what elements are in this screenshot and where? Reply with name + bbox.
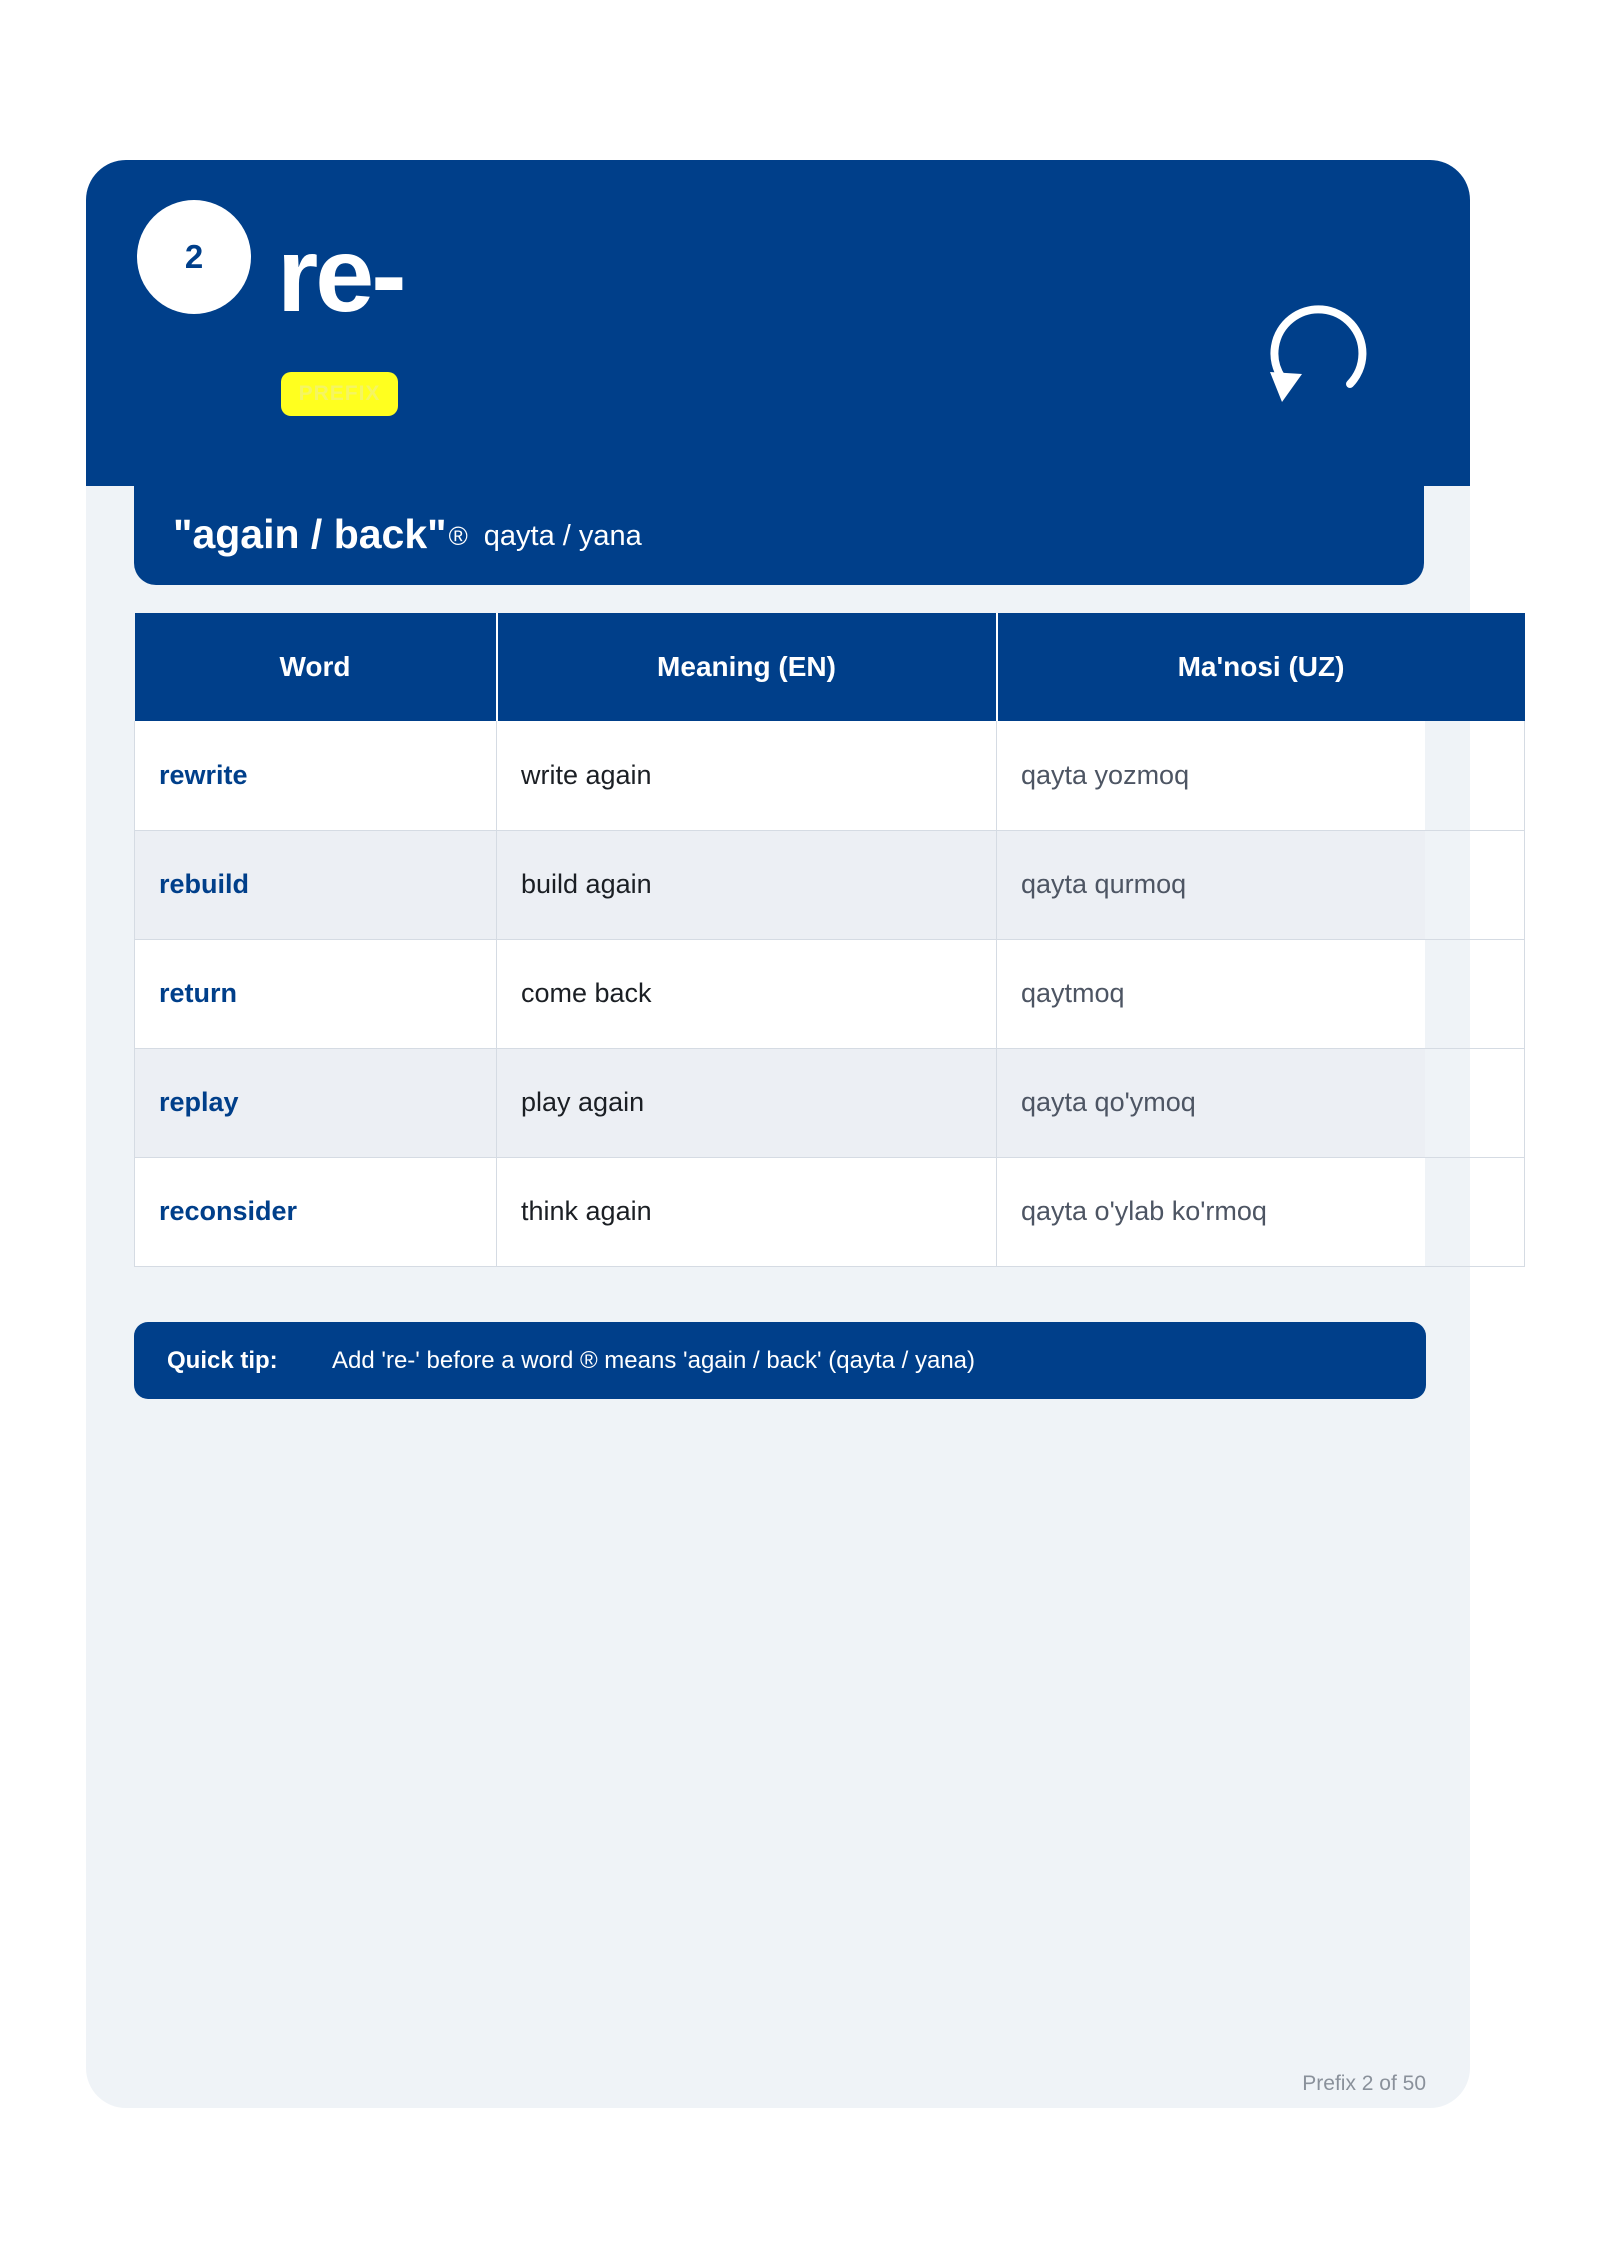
column-header-meaning-en: Meaning (EN) (497, 613, 997, 721)
table-row (135, 1048, 1525, 1157)
word-cell: reconsider (135, 1157, 497, 1266)
table-header-row (135, 613, 1525, 721)
meaning-uz-text: qayta o'ylab ko'rmoq (1021, 1196, 1267, 1226)
meaning-en-cell: write again (497, 721, 997, 830)
column-header-meaning-uz: Ma'nosi (UZ) (997, 613, 1525, 721)
word-cell: return (135, 939, 497, 1048)
quick-tip-bar (134, 1322, 1426, 1399)
prefix-number-badge: 2 (137, 200, 251, 314)
column-header-word: Word (135, 613, 497, 721)
meaning-arrow-symbol: ® (448, 520, 468, 551)
meaning-uz-cell (997, 1048, 1525, 1157)
meaning-uz-text: qaytmoq (1021, 978, 1125, 1008)
meaning-english: "again / back" (173, 510, 447, 557)
meaning-uz-cell (997, 1157, 1525, 1266)
quick-tip-label: Quick tip: (167, 1346, 278, 1374)
meaning-uz-text: qayta qurmoq (1021, 869, 1187, 899)
table-row (135, 1157, 1525, 1266)
word-cell: rewrite (135, 721, 497, 830)
table-row (135, 721, 1525, 830)
meaning-en-cell: think again (497, 1157, 997, 1266)
prefix-title: re- (277, 216, 404, 334)
quick-tip-text: Add 're-' before a word ® means 'again / back' (qayta / yana) (332, 1346, 976, 1374)
word-cell: rebuild (135, 830, 497, 939)
page-indicator: Prefix 2 of 50 (1302, 2072, 1426, 2095)
vocabulary-table (134, 613, 1525, 1267)
meaning-en-cell: play again (497, 1048, 997, 1157)
card-header (86, 160, 1470, 486)
replay-icon (1260, 300, 1370, 420)
meaning-uz-text: qayta yozmoq (1021, 759, 1190, 790)
meaning-uz-text: qayta qo'ymoq (1021, 1087, 1196, 1117)
table-row (135, 830, 1525, 939)
meaning-bar (134, 483, 1424, 585)
prefix-type-badge: PREFIX (281, 372, 398, 416)
meaning-uz-cell (997, 939, 1525, 1048)
meaning-en-cell: build again (497, 830, 997, 939)
meaning-uz-cell (997, 830, 1525, 939)
meaning-uz-cell (997, 721, 1525, 830)
table-row (135, 939, 1525, 1048)
word-cell: replay (135, 1048, 497, 1157)
meaning-en-cell: come back (497, 939, 997, 1048)
meaning-uzbek: qayta / yana (483, 519, 642, 552)
